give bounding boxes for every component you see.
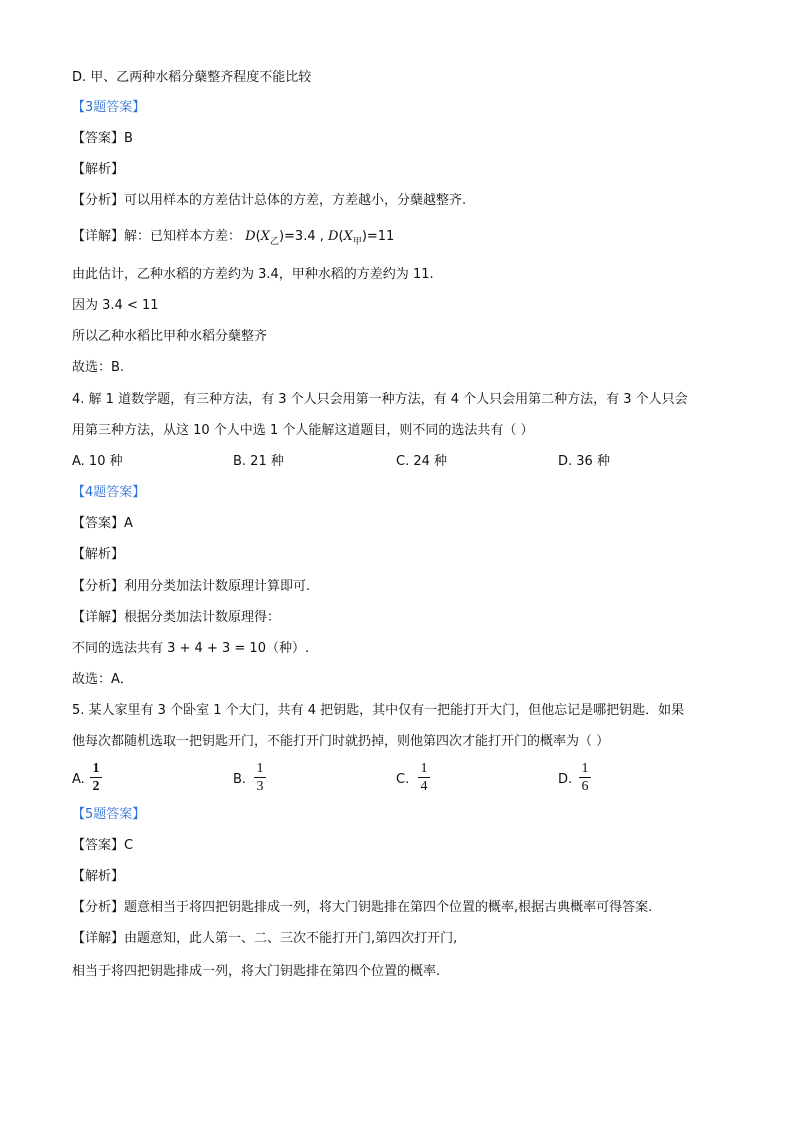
paren-close: ) <box>361 229 367 244</box>
q3-choose: 故选：B. <box>72 360 125 375</box>
q5-answer: 【答案】C <box>72 838 134 853</box>
fraction-denominator: 4 <box>420 779 428 794</box>
paren-close: ) <box>278 229 285 244</box>
fraction-denominator: 3 <box>256 779 264 794</box>
q5-detail-line-1: 【详解】由题意知，此人第一、二、三次不能打开门,第四次打开门, <box>72 931 458 946</box>
q5-option-a-fraction <box>90 760 102 795</box>
q5-answer-tag: 【5题答案】 <box>72 807 146 822</box>
q5-option-c-label: C. <box>396 772 410 787</box>
q3-answer-tag: 【3题答案】 <box>72 100 146 115</box>
q4-fenxi: 【分析】利用分类加法计数原理计算即可. <box>72 579 311 594</box>
q4-calc: 不同的选法共有 3 + 4 + 3 = 10（种）. <box>72 641 310 656</box>
q4-option-a: A. 10 种 <box>72 454 123 469</box>
q4-option-d: D. 36 种 <box>558 454 610 469</box>
q4-choose: 故选：A． <box>72 672 133 687</box>
q4-stem-line-2: 用第三种方法，从这 10 个人中选 1 个人能解这道题目，则不同的选法共有（ ） <box>72 423 534 438</box>
q4-stem-line-1: 4. 解 1 道数学题，有三种方法，有 3 个人只会用第一种方法，有 4 个人只会用第二种方法，有 3 个人只会 <box>72 392 688 407</box>
fraction-numerator: 1 <box>420 761 428 776</box>
paren-open: ( <box>338 229 344 244</box>
fraction-numerator: 1 <box>256 761 264 776</box>
variable-x: X <box>343 229 353 244</box>
subscript-jia: 甲 <box>352 237 362 247</box>
q5-option-d-label: D. <box>558 772 573 787</box>
q5-option-b-fraction <box>254 760 266 795</box>
variable-x: X <box>260 229 270 244</box>
variance-value-jia: =11 <box>366 229 395 244</box>
q4-answer-tag: 【4题答案】 <box>72 485 146 500</box>
paren-open: ( <box>255 229 261 244</box>
variance-value-yi: =3.4 , <box>284 229 324 244</box>
q3-option-d: D. 甲、乙两种水稻分蘖整齐程度不能比较 <box>72 70 312 85</box>
q5-option-a-label: A. <box>72 772 85 787</box>
fraction-numerator: 1 <box>92 761 100 776</box>
q5-stem-line-1: 5. 某人家里有 3 个卧室 1 个大门，共有 4 把钥匙，其中仅有一把能打开大门，但他忘记是哪把钥匙．如果 <box>72 703 685 718</box>
q5-stem-line-2: 他每次都随机选取一把钥匙开门，不能打开门时就扔掉，则他第四次才能打开门的概率为（ ） <box>72 734 610 749</box>
fraction-denominator: 6 <box>581 779 589 794</box>
q3-conclusion: 所以乙种水稻比甲种水稻分蘖整齐 <box>72 329 268 344</box>
q5-fenxi: 【分析】题意相当于将四把钥匙排成一列，将大门钥匙排在第四个位置的概率,根据古典概率可得答案. <box>72 900 653 915</box>
q3-fenxi: 【分析】可以用样本的方差估计总体的方差，方差越小，分蘖越整齐. <box>72 193 467 208</box>
q5-jiexi-heading: 【解析】 <box>72 869 125 884</box>
q3-because: 因为 3.4 < 11 <box>72 298 159 313</box>
subscript-yi: 乙 <box>269 237 279 247</box>
fraction-numerator: 1 <box>581 761 589 776</box>
q5-detail-line-2: 相当于将四把钥匙排成一列，将大门钥匙排在第四个位置的概率. <box>72 964 441 979</box>
q5-option-c-fraction <box>418 760 430 795</box>
q3-answer: 【答案】B <box>72 131 133 146</box>
q4-jiexi-heading: 【解析】 <box>72 547 125 562</box>
q3-detail-prefix: 【详解】解：已知样本方差： <box>72 229 242 244</box>
variance-symbol: D <box>245 229 256 244</box>
q4-detail: 【详解】根据分类加法计数原理得： <box>72 610 281 625</box>
fraction-denominator: 2 <box>92 779 100 794</box>
variance-symbol: D <box>328 229 339 244</box>
q5-option-b-label: B. <box>233 772 247 787</box>
q3-jiexi-heading: 【解析】 <box>72 162 125 177</box>
q5-option-d-fraction <box>579 760 591 795</box>
q3-detail-line <box>72 229 394 250</box>
q3-estimate: 由此估计，乙种水稻的方差约为 3.4，甲种水稻的方差约为 11. <box>72 267 434 282</box>
q4-answer: 【答案】A <box>72 516 133 531</box>
q4-option-c: C. 24 种 <box>396 454 448 469</box>
q4-option-b: B. 21 种 <box>233 454 284 469</box>
